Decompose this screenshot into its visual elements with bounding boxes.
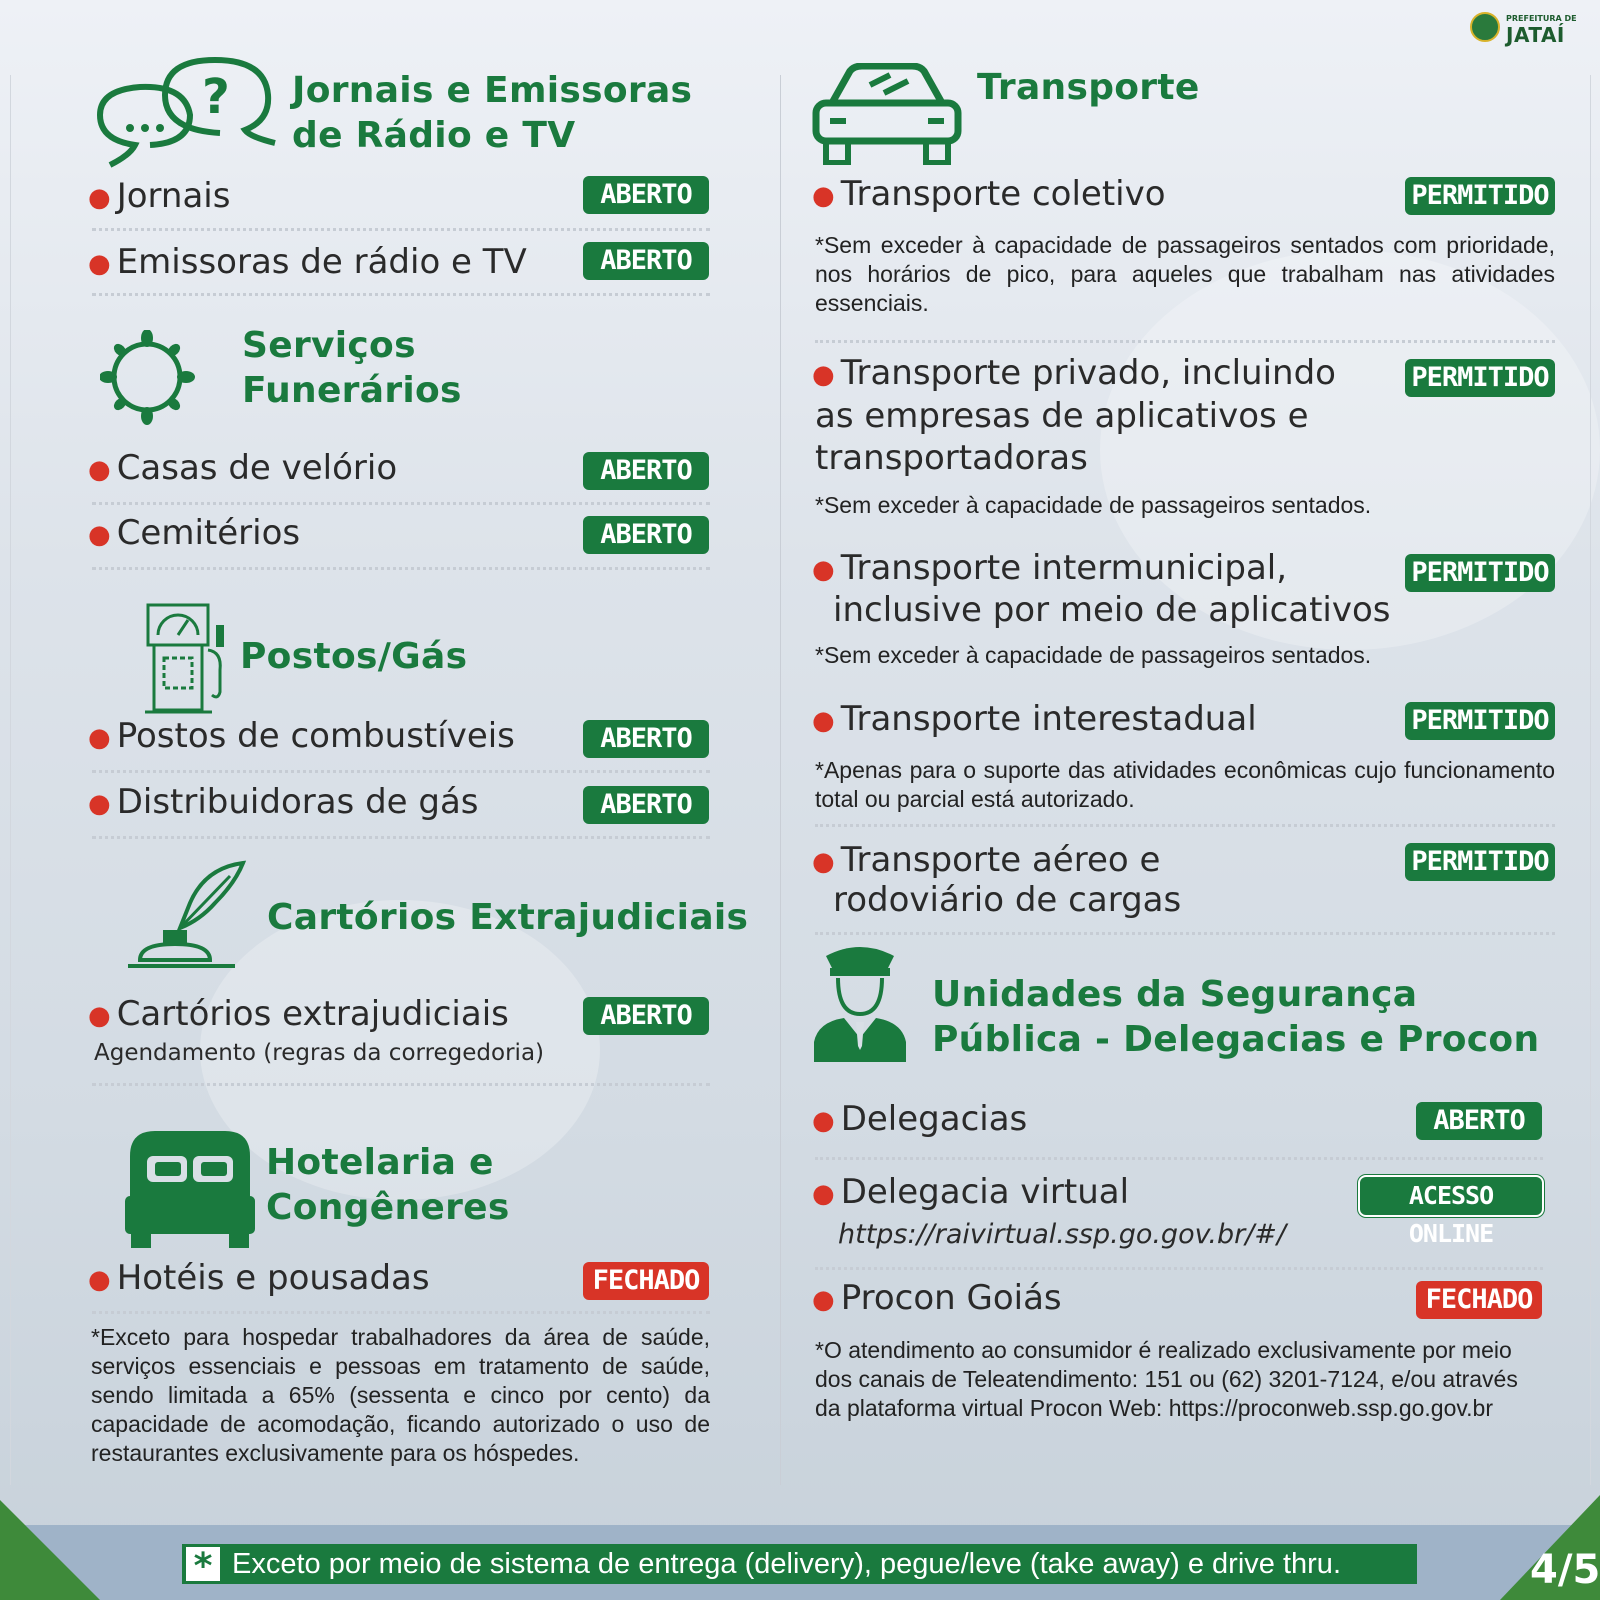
dotted-separator (815, 1267, 1543, 1270)
bullet-icon: ● (88, 1000, 111, 1031)
section-title-hotelaria (266, 1140, 510, 1230)
dotted-separator (92, 567, 710, 570)
list-item (812, 1099, 1027, 1141)
item-label: Transporte privado, incluindo (840, 353, 1336, 393)
status-badge: PERMITIDO (1405, 177, 1555, 215)
dotted-separator (92, 293, 710, 296)
item-label: Jornais (116, 176, 231, 216)
item-label-line: transportadoras (815, 438, 1088, 478)
list-item (812, 840, 1160, 882)
status-badge: PERMITIDO (1405, 359, 1555, 397)
transport-note: *Sem exceder à capacidade de passageiros sentados. (815, 492, 1372, 518)
section-title-line: Congêneres (266, 1187, 510, 1228)
item-label: Emissoras de rádio e TV (116, 242, 527, 282)
dotted-separator (92, 502, 710, 505)
status-badge: FECHADO (583, 1262, 709, 1300)
procon-note: *O atendimento ao consumidor é realizado exclusivamente por meio dos canais de Teleatendimento: 151 ou (62) 3201-7124, e/ou através da plataforma virtual Procon Web: https://proconweb.ssp.go.gov.br (815, 1337, 1518, 1421)
city-seal-icon (1470, 12, 1500, 42)
item-label: Transporte coletivo (840, 174, 1166, 214)
dotted-separator (92, 1311, 710, 1314)
section-title-cartorios: Cartórios Extrajudiciais (267, 897, 749, 938)
column-divider (780, 75, 781, 1485)
logo-name: JATAÍ (1506, 23, 1565, 47)
bullet-icon: ● (812, 1105, 835, 1136)
dotted-separator (92, 836, 710, 839)
status-badge: ABERTO (583, 997, 709, 1035)
quill-inkwell-icon (125, 858, 250, 973)
dotted-separator (815, 932, 1555, 935)
list-item (88, 448, 397, 490)
dotted-separator (815, 824, 1555, 827)
bullet-icon: ● (812, 180, 835, 211)
section-title-line: Jornais e Emissoras (292, 70, 693, 111)
gas-pump-icon (140, 600, 230, 715)
list-item (812, 174, 1166, 216)
item-label-line: as empresas de aplicativos e (815, 396, 1309, 436)
delegacia-virtual-link[interactable]: https://raivirtual.ssp.go.gov.br/#/ (838, 1219, 1287, 1250)
bullet-icon: ● (812, 1178, 835, 1209)
list-item (88, 242, 527, 284)
wreath-icon (100, 330, 195, 425)
bullet-icon: ● (812, 846, 835, 877)
list-item (88, 716, 515, 758)
list-item (88, 1258, 430, 1300)
page-number: 4/5 (1530, 1547, 1600, 1593)
frame-right (1590, 75, 1591, 1485)
item-label: Postos de combustíveis (116, 716, 515, 756)
status-badge: ABERTO (583, 452, 709, 490)
section-title-line: Funerários (242, 370, 462, 411)
status-badge: ABERTO (583, 176, 709, 214)
status-badge: ABERTO (583, 516, 709, 554)
bed-icon (125, 1126, 255, 1248)
footer-text: Exceto por meio de sistema de entrega (delivery), pegue/leve (take away) e drive thru. (232, 1548, 1341, 1580)
dotted-separator (92, 228, 710, 231)
list-item (88, 176, 230, 218)
list-item (812, 1278, 1062, 1320)
transport-note: *Sem exceder à capacidade de passageiros sentados. (815, 642, 1372, 668)
list-item (812, 548, 1287, 590)
item-label: Cartórios extrajudiciais (116, 994, 509, 1034)
list-item (812, 699, 1257, 741)
status-badge: ACESSO ONLINE (1360, 1177, 1542, 1215)
section-title-jornais (292, 68, 692, 158)
dotted-separator (815, 340, 1555, 343)
section-title-postos: Postos/Gás (240, 636, 468, 677)
speech-bubbles-icon (90, 55, 280, 170)
item-label: Hotéis e pousadas (116, 1258, 430, 1298)
list-item (812, 1172, 1129, 1214)
section-title-transporte: Transporte (977, 67, 1200, 108)
item-label: Transporte aéreo e (840, 840, 1161, 880)
list-item (88, 513, 300, 555)
bullet-icon: ● (88, 519, 111, 550)
logo-small-text: PREFEITURA DE (1506, 14, 1577, 23)
item-label: Delegacia virtual (840, 1172, 1130, 1212)
transport-note: *Sem exceder à capacidade de passageiros sentados com prioridade, nos horários de pico, para aqueles que trabalham nas atividades essenciais. (815, 232, 1555, 316)
bullet-icon: ● (88, 788, 111, 819)
dotted-separator (92, 1083, 710, 1086)
bullet-icon: ● (812, 705, 835, 736)
status-badge: PERMITIDO (1405, 843, 1555, 881)
bullet-icon: ● (812, 554, 835, 585)
section-title-line: Hotelaria e (266, 1142, 494, 1183)
bullet-icon: ● (88, 182, 111, 213)
status-badge: ABERTO (583, 720, 709, 758)
bullet-icon: ● (812, 1284, 835, 1315)
section-title-funerarios (242, 323, 462, 413)
svg-text:?: ? (202, 69, 230, 125)
item-label: Transporte interestadual (840, 699, 1257, 739)
status-badge: ABERTO (583, 786, 709, 824)
hotelaria-note: *Exceto para hospedar trabalhadores da área de saúde, serviços essenciais e pessoas em tratamento de saúde, sendo limitada a 65% (sessenta e cinco por cento) da capacidade de acomodação, ficando autorizado o uso de restaurantes exclusivamente para os hóspedes. (91, 1324, 710, 1466)
car-icon (812, 63, 962, 165)
section-title-seguranca (932, 972, 1539, 1062)
section-title-line: Serviços (242, 325, 416, 366)
prefeitura-logo (1470, 10, 1580, 46)
bullet-icon: ● (812, 359, 835, 390)
bullet-icon: ● (88, 248, 111, 279)
item-label-line: inclusive por meio de aplicativos (833, 590, 1391, 630)
frame-left (10, 75, 11, 1485)
item-label: Cemitérios (116, 513, 301, 553)
list-item (88, 782, 479, 824)
list-item (812, 353, 1336, 395)
item-label: Casas de velório (116, 448, 398, 488)
item-label: Distribuidoras de gás (116, 782, 479, 822)
footer-corner-left (0, 1500, 100, 1600)
dotted-separator (815, 1157, 1543, 1160)
dotted-separator (92, 770, 710, 773)
item-label: Transporte intermunicipal, (840, 548, 1288, 588)
list-item (88, 994, 509, 1036)
status-badge: ABERTO (583, 242, 709, 280)
item-subtext: Agendamento (regras da corregedoria) (94, 1040, 545, 1066)
status-badge: FECHADO (1416, 1281, 1542, 1319)
bullet-icon: ● (88, 454, 111, 485)
status-badge: PERMITIDO (1405, 554, 1555, 592)
status-badge: PERMITIDO (1405, 702, 1555, 740)
item-label: Procon Goiás (840, 1278, 1062, 1318)
footer (0, 1525, 1600, 1600)
item-label: Delegacias (840, 1099, 1028, 1139)
status-badge: ABERTO (1416, 1102, 1542, 1140)
police-officer-icon (812, 942, 908, 1062)
transport-note: *Apenas para o suporte das atividades econômicas cujo funcionamento total ou parcial está autorizado. (815, 757, 1555, 812)
bullet-icon: ● (88, 722, 111, 753)
section-title-line: Unidades da Segurança (932, 974, 1418, 1015)
asterisk-icon: * (186, 1547, 220, 1581)
item-label-line: rodoviário de cargas (833, 880, 1182, 920)
section-title-line: de Rádio e TV (292, 115, 576, 156)
section-title-line: Pública - Delegacias e Procon (932, 1019, 1540, 1060)
bullet-icon: ● (88, 1264, 111, 1295)
